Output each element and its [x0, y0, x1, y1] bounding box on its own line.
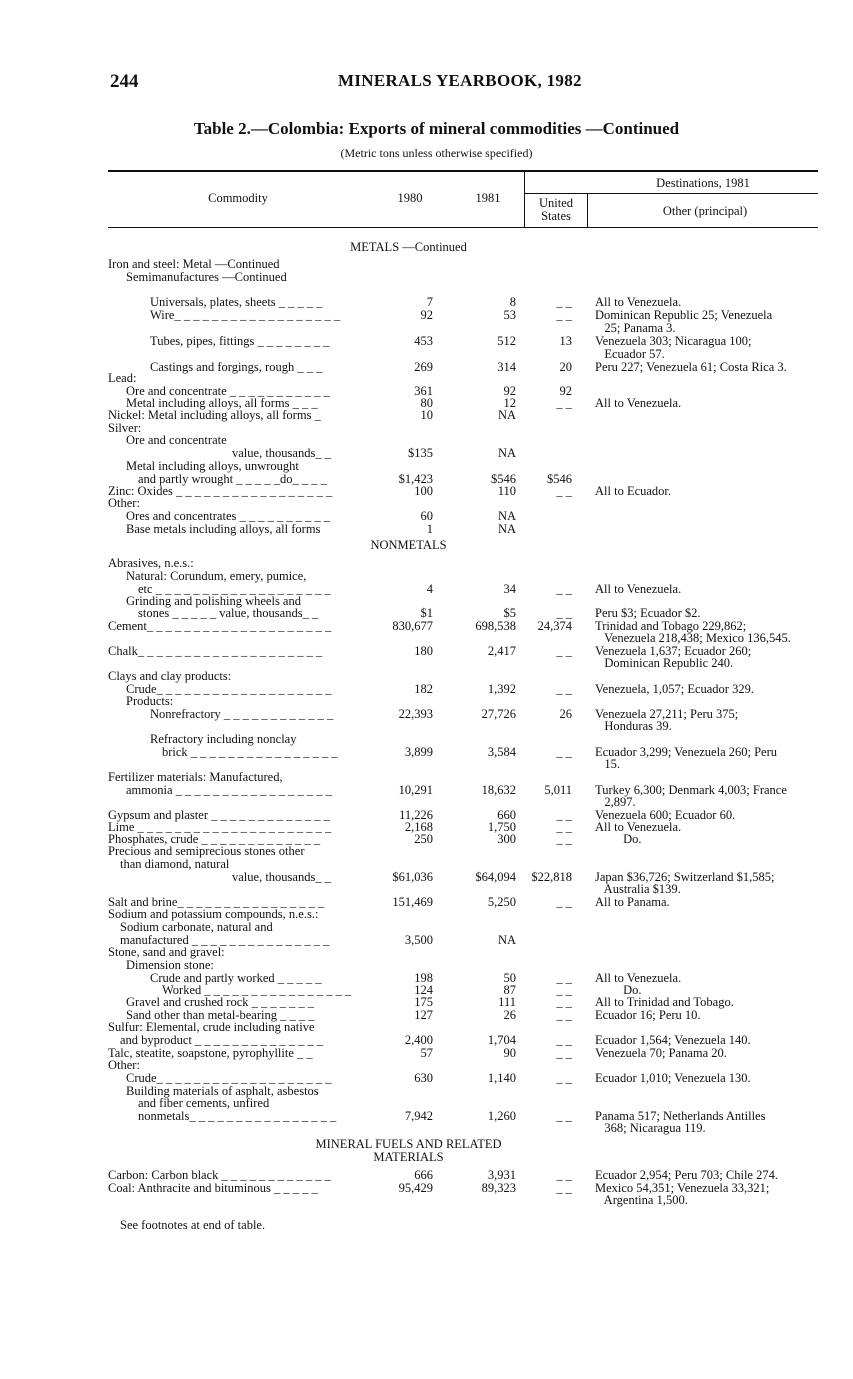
commodity-cell: Abrasives, n.e.s.: [108, 556, 194, 570]
value-1980-cell: 4 [426, 582, 433, 596]
commodity-cell: ammonia _ _ _ _ _ _ _ _ _ _ _ _ _ _ _ _ _ [126, 783, 332, 797]
commodity-cell: Other: [108, 1058, 140, 1072]
commodity-cell: Natural: Corundum, emery, pumice, [126, 569, 307, 583]
commodity-cell: Crude and partly worked _ _ _ _ _ [150, 971, 322, 985]
commodity-cell: brick _ _ _ _ _ _ _ _ _ _ _ _ _ _ _ _ [162, 745, 338, 759]
value-1981-cell: NA [497, 509, 516, 523]
commodity-cell: Crude_ _ _ _ _ _ _ _ _ _ _ _ _ _ _ _ _ _ _ [126, 682, 332, 696]
other-destinations-cell: Turkey 6,300; Denmark 4,003; France [595, 783, 787, 797]
us-destination-cell: _ _ [556, 808, 572, 822]
other-destinations-cell: All to Ecuador. [595, 484, 672, 498]
commodity-cell: Stone, sand and gravel: [108, 945, 225, 959]
commodity-cell: Chalk_ _ _ _ _ _ _ _ _ _ _ _ _ _ _ _ _ _ _ _ [108, 644, 323, 658]
value-1981-cell: $64,094 [475, 870, 516, 884]
value-1981-cell: 12 [503, 396, 516, 410]
value-1980-cell: 92 [420, 308, 433, 322]
value-1981-cell: 50 [503, 971, 516, 985]
value-1980-cell: 361 [414, 384, 433, 398]
commodity-cell: Gypsum and plaster _ _ _ _ _ _ _ _ _ _ _ _ _ [108, 808, 330, 822]
value-1981-cell: 2,417 [487, 644, 516, 658]
value-1981-cell: 5,250 [487, 895, 516, 909]
us-destination-cell: 20 [559, 360, 572, 374]
table-row [0, 335, 853, 348]
column-header-us-line2: States [541, 209, 571, 223]
other-destinations-cell: Peru $3; Ecuador $2. [595, 606, 701, 620]
table-top-rule [108, 170, 818, 172]
table-row [0, 309, 853, 322]
value-1981-cell: 26 [503, 1008, 516, 1022]
value-1981-cell: 660 [497, 808, 516, 822]
commodity-cell: Nickel: Metal including alloys, all forms _ [108, 408, 321, 422]
value-1980-cell: 453 [414, 334, 433, 348]
value-1981-cell: NA [497, 446, 516, 460]
commodity-cell: and byproduct _ _ _ _ _ _ _ _ _ _ _ _ _ _ [120, 1033, 324, 1047]
value-1980-cell: 666 [414, 1168, 433, 1182]
value-1980-cell: 151,469 [392, 895, 433, 909]
value-1981-cell: 18,632 [481, 783, 516, 797]
other-destinations-cell: Venezuela 218,438; Mexico 136,545. [595, 631, 791, 645]
commodity-cell: Silver: [108, 421, 142, 435]
table-row [0, 720, 853, 733]
commodity-cell: Carbon: Carbon black _ _ _ _ _ _ _ _ _ _ _ _ [108, 1168, 331, 1182]
us-destination-cell: $22,818 [531, 870, 572, 884]
commodity-cell: MATERIALS [373, 1150, 444, 1164]
us-column-divider [587, 193, 588, 227]
commodity-cell: Talc, steatite, soapstone, pyrophyllite _ _ [108, 1046, 313, 1060]
commodity-cell: manufactured _ _ _ _ _ _ _ _ _ _ _ _ _ _ _ [120, 933, 330, 947]
value-1980-cell: 80 [420, 396, 433, 410]
us-destination-cell: _ _ [556, 1181, 572, 1195]
commodity-cell: value, thousands_ _ [232, 446, 331, 460]
column-header-other: Other (principal) [662, 204, 748, 218]
value-1981-cell: $546 [491, 472, 516, 486]
us-destination-cell: _ _ [556, 832, 572, 846]
value-1980-cell: 95,429 [398, 1181, 433, 1195]
commodity-cell: Phosphates, crude _ _ _ _ _ _ _ _ _ _ _ _ _ [108, 832, 321, 846]
commodity-cell: Lime _ _ _ _ _ _ _ _ _ _ _ _ _ _ _ _ _ _ _ _ _ [108, 820, 332, 834]
us-destination-cell: _ _ [556, 745, 572, 759]
column-header-us-line1: United [538, 196, 574, 210]
value-1980-cell: 198 [414, 971, 433, 985]
commodity-cell: Products: [126, 694, 174, 708]
value-1981-cell: NA [497, 522, 516, 536]
value-1980-cell: 60 [420, 509, 433, 523]
other-destinations-cell: 368; Nicaragua 119. [595, 1121, 706, 1135]
header-bottom-rule [108, 227, 818, 228]
commodity-cell: and fiber cements, unfired [138, 1096, 270, 1110]
other-destinations-cell: Do. [595, 832, 642, 846]
us-destination-cell: _ _ [556, 983, 572, 997]
value-1981-cell: 314 [497, 360, 516, 374]
running-head: MINERALS YEARBOOK, 1982 [338, 71, 582, 90]
table-row [0, 539, 853, 552]
value-1981-cell: 512 [497, 334, 516, 348]
value-1981-cell: 1,392 [487, 682, 516, 696]
us-destination-cell: _ _ [556, 1046, 572, 1060]
other-destinations-cell: Dominican Republic 240. [595, 656, 734, 670]
us-destination-cell: _ _ [556, 1109, 572, 1123]
value-1981-cell: 89,323 [481, 1181, 516, 1195]
us-destination-cell: 26 [559, 707, 572, 721]
other-destinations-cell: All to Panama. [595, 895, 670, 909]
value-1980-cell: 1 [426, 522, 433, 536]
other-destinations-cell: All to Venezuela. [595, 295, 682, 309]
commodity-cell: Metal including alloys, all forms _ _ _ [126, 396, 318, 410]
commodity-cell: Sulfur: Elemental, crude including native [108, 1020, 315, 1034]
us-destination-cell: _ _ [556, 644, 572, 658]
value-1980-cell: 7,942 [404, 1109, 433, 1123]
commodity-cell: Nonrefractory _ _ _ _ _ _ _ _ _ _ _ _ [150, 707, 334, 721]
us-destination-cell: _ _ [556, 484, 572, 498]
us-destination-cell: _ _ [556, 295, 572, 309]
value-1980-cell: 269 [414, 360, 433, 374]
us-destination-cell: _ _ [556, 971, 572, 985]
table-row [0, 1122, 853, 1135]
other-destinations-cell: Honduras 39. [595, 719, 672, 733]
other-destinations-cell: Trinidad and Tobago 229,862; [595, 619, 747, 633]
commodity-cell: nonmetals_ _ _ _ _ _ _ _ _ _ _ _ _ _ _ _ [138, 1109, 337, 1123]
value-1980-cell: 250 [414, 832, 433, 846]
value-1981-cell: 1,140 [487, 1071, 516, 1085]
other-destinations-cell: 2,897. [595, 795, 636, 809]
us-destination-cell: $546 [547, 472, 572, 486]
commodity-cell: Fertilizer materials: Manufactured, [108, 770, 283, 784]
commodity-cell: Sand other than metal-bearing _ _ _ _ [126, 1008, 315, 1022]
value-1980-cell: 57 [420, 1046, 433, 1060]
commodity-cell: Gravel and crushed rock _ _ _ _ _ _ _ [126, 995, 315, 1009]
other-destinations-cell: Mexico 54,351; Venezuela 33,321; [595, 1181, 770, 1195]
other-destinations-cell: Japan $36,726; Switzerland $1,585; [595, 870, 775, 884]
us-destination-cell: 5,011 [544, 783, 572, 797]
commodity-cell: Other: [108, 496, 140, 510]
footnote: See footnotes at end of table. [120, 1218, 266, 1232]
commodity-cell: METALS —Continued [350, 240, 467, 254]
other-destinations-cell: Venezuela 70; Panama 20. [595, 1046, 727, 1060]
other-destinations-cell: Ecuador 1,010; Venezuela 130. [595, 1071, 751, 1085]
us-destination-cell: 13 [559, 334, 572, 348]
value-1980-cell: 11,226 [399, 808, 433, 822]
commodity-cell: Ore and concentrate _ _ _ _ _ _ _ _ _ _ _ [126, 384, 330, 398]
us-destination-cell: _ _ [556, 1008, 572, 1022]
value-1981-cell: 90 [503, 1046, 516, 1060]
us-destination-cell: _ _ [556, 1033, 572, 1047]
value-1981-cell: NA [497, 933, 516, 947]
other-destinations-cell: Ecuador 3,299; Venezuela 260; Peru [595, 745, 778, 759]
commodity-cell: Grinding and polishing wheels and [126, 594, 301, 608]
value-1981-cell: NA [497, 408, 516, 422]
commodity-cell: Wire_ _ _ _ _ _ _ _ _ _ _ _ _ _ _ _ _ _ [150, 308, 341, 322]
value-1980-cell: 630 [414, 1071, 433, 1085]
other-destinations-cell: All to Venezuela. [595, 396, 682, 410]
value-1981-cell: 3,931 [487, 1168, 516, 1182]
value-1980-cell: 127 [414, 1008, 433, 1022]
value-1980-cell: 180 [414, 644, 433, 658]
other-destinations-cell: Do. [595, 983, 642, 997]
other-destinations-cell: 25; Panama 3. [595, 321, 676, 335]
value-1981-cell: 1,704 [487, 1033, 516, 1047]
table-row [0, 241, 853, 254]
other-destinations-cell: Australia $139. [595, 882, 681, 896]
us-destination-cell: _ _ [556, 582, 572, 596]
commodity-cell: Base metals including alloys, all forms [126, 522, 321, 536]
other-destinations-cell: Venezuela, 1,057; Ecuador 329. [595, 682, 754, 696]
column-header-commodity: Commodity [208, 191, 268, 205]
commodity-cell: Sodium and potassium compounds, n.e.s.: [108, 907, 319, 921]
commodity-cell: Semimanufactures —Continued [126, 270, 287, 284]
table-row [0, 523, 853, 536]
us-destination-cell: _ _ [556, 895, 572, 909]
table-subtitle: (Metric tons unless otherwise specified) [340, 146, 533, 160]
commodity-cell: MINERAL FUELS AND RELATED [315, 1137, 502, 1151]
value-1980-cell: 182 [414, 682, 433, 696]
value-1980-cell: $1,423 [398, 472, 433, 486]
commodity-cell: Worked _ _ _ _ _ _ _ _ _ _ _ _ _ _ _ _ [162, 983, 352, 997]
commodity-cell: Zinc: Oxides _ _ _ _ _ _ _ _ _ _ _ _ _ _ _ _ _ [108, 484, 333, 498]
us-destination-cell: _ _ [556, 1168, 572, 1182]
value-1980-cell: 22,393 [398, 707, 433, 721]
other-destinations-cell: All to Venezuela. [595, 582, 682, 596]
table-row [0, 1194, 853, 1207]
column-header-us [525, 197, 587, 223]
other-destinations-cell: Venezuela 303; Nicaragua 100; [595, 334, 752, 348]
value-1981-cell: 34 [503, 582, 516, 596]
value-1981-cell: 53 [503, 308, 516, 322]
value-1980-cell: 100 [414, 484, 433, 498]
other-destinations-cell: All to Venezuela. [595, 820, 682, 834]
value-1980-cell: $61,036 [392, 870, 433, 884]
other-destinations-cell: Ecuador 16; Peru 10. [595, 1008, 701, 1022]
column-header-1980: 1980 [397, 191, 423, 205]
column-header-destinations: Destinations, 1981 [656, 176, 750, 190]
value-1980-cell: 830,677 [392, 619, 433, 633]
value-1981-cell: 87 [503, 983, 516, 997]
us-destination-cell: 92 [559, 384, 572, 398]
other-destinations-cell: All to Venezuela. [595, 971, 682, 985]
us-destination-cell: _ _ [556, 396, 572, 410]
commodity-cell: Sodium carbonate, natural and [120, 920, 273, 934]
other-destinations-cell: Panama 517; Netherlands Antilles [595, 1109, 766, 1123]
value-1980-cell: 10 [420, 408, 433, 422]
value-1980-cell: 2,168 [404, 820, 433, 834]
table-row [0, 1151, 853, 1164]
value-1981-cell: 698,538 [475, 619, 516, 633]
commodity-cell: Ores and concentrates _ _ _ _ _ _ _ _ _ _ [126, 509, 331, 523]
us-destination-cell: _ _ [556, 682, 572, 696]
commodity-cell: Cement_ _ _ _ _ _ _ _ _ _ _ _ _ _ _ _ _ _ _ _ [108, 619, 332, 633]
other-destinations-cell: Ecuador 2,954; Peru 703; Chile 274. [595, 1168, 778, 1182]
commodity-cell: Metal including alloys, unwrought [126, 459, 299, 473]
value-1980-cell: 3,500 [404, 933, 433, 947]
commodity-cell: than diamond, natural [120, 857, 230, 871]
commodity-cell: Castings and forgings, rough _ _ _ [150, 360, 323, 374]
commodity-cell: Crude_ _ _ _ _ _ _ _ _ _ _ _ _ _ _ _ _ _ _ [126, 1071, 332, 1085]
value-1980-cell: 10,291 [398, 783, 433, 797]
commodity-cell: Salt and brine_ _ _ _ _ _ _ _ _ _ _ _ _ _ _ _ [108, 895, 325, 909]
value-1981-cell: 3,584 [487, 745, 516, 759]
value-1980-cell: 7 [426, 295, 433, 309]
value-1980-cell: $1 [420, 606, 433, 620]
us-destination-cell: _ _ [556, 308, 572, 322]
us-destination-cell: _ _ [556, 995, 572, 1009]
value-1981-cell: 110 [497, 484, 516, 498]
commodity-cell: Precious and semiprecious stones other [108, 844, 305, 858]
other-destinations-cell: Venezuela 27,211; Peru 375; [595, 707, 739, 721]
commodity-cell: Dimension stone: [126, 958, 214, 972]
column-header-1981: 1981 [475, 191, 501, 205]
table-row [0, 271, 853, 284]
commodity-cell: Tubes, pipes, fittings _ _ _ _ _ _ _ _ [150, 334, 330, 348]
table-title: Table 2.—Colombia: Exports of mineral commodities —Continued [193, 119, 680, 138]
commodity-cell: Building materials of asphalt, asbestos [126, 1084, 319, 1098]
commodity-cell: Lead: [108, 371, 137, 385]
other-destinations-cell: All to Trinidad and Tobago. [595, 995, 734, 1009]
commodity-cell: Universals, plates, sheets _ _ _ _ _ [150, 295, 323, 309]
value-1981-cell: $5 [503, 606, 516, 620]
commodity-cell: value, thousands_ _ [232, 870, 331, 884]
value-1981-cell: 92 [503, 384, 516, 398]
value-1981-cell: 111 [498, 995, 516, 1009]
other-destinations-cell: Dominican Republic 25; Venezuela [595, 308, 773, 322]
page-number: 244 [110, 71, 139, 92]
us-destination-cell: _ _ [556, 820, 572, 834]
commodity-cell: stones _ _ _ _ _ value, thousands_ _ [138, 606, 319, 620]
commodity-cell: Ore and concentrate [126, 433, 227, 447]
value-1980-cell: 175 [414, 995, 433, 1009]
value-1980-cell: $135 [408, 446, 433, 460]
other-destinations-cell: Venezuela 600; Ecuador 60. [595, 808, 736, 822]
value-1980-cell: 124 [414, 983, 433, 997]
commodity-cell: Clays and clay products: [108, 669, 232, 683]
value-1981-cell: 1,750 [487, 820, 516, 834]
destinations-rule [524, 193, 818, 194]
value-1981-cell: 300 [497, 832, 516, 846]
value-1980-cell: 3,899 [404, 745, 433, 759]
value-1981-cell: 1,260 [487, 1109, 516, 1123]
commodity-cell: etc _ _ _ _ _ _ _ _ _ _ _ _ _ _ _ _ _ _ _ [138, 582, 331, 596]
commodity-cell: Coal: Anthracite and bituminous _ _ _ _ _ [108, 1181, 318, 1195]
value-1981-cell: 27,726 [481, 707, 516, 721]
other-destinations-cell: 15. [595, 757, 620, 771]
other-destinations-cell: Ecuador 57. [595, 347, 665, 361]
us-destination-cell: 24,374 [537, 619, 572, 633]
other-destinations-cell: Peru 227; Venezuela 61; Costa Rica 3. [595, 360, 787, 374]
other-destinations-cell: Ecuador 1,564; Venezuela 140. [595, 1033, 751, 1047]
other-destinations-cell: Argentina 1,500. [595, 1193, 688, 1207]
commodity-cell: Iron and steel: Metal —Continued [108, 257, 280, 271]
other-destinations-cell: Venezuela 1,637; Ecuador 260; [595, 644, 752, 658]
commodity-cell: NONMETALS [370, 538, 447, 552]
value-1980-cell: 2,400 [404, 1033, 433, 1047]
commodity-cell: and partly wrought _ _ _ _ _do_ _ _ _ [138, 472, 327, 486]
commodity-cell: Refractory including nonclay [150, 732, 297, 746]
us-destination-cell: _ _ [556, 1071, 572, 1085]
value-1981-cell: 8 [509, 295, 516, 309]
us-destination-cell: _ _ [556, 606, 572, 620]
